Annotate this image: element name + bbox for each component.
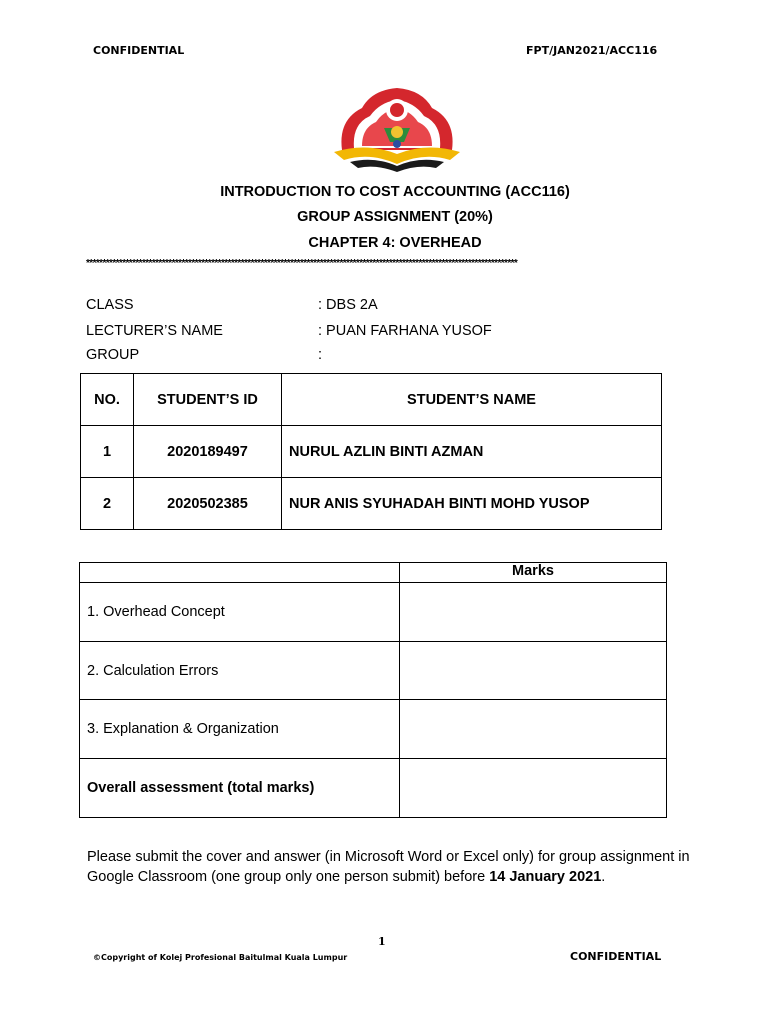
student-id: 2020502385	[134, 478, 282, 530]
asterisk-separator: ***********************************************************************************************************************************	[86, 258, 518, 269]
header-student-name: STUDENT’S NAME	[282, 374, 662, 426]
marks-header-blank	[80, 563, 400, 583]
marks-cell[interactable]	[400, 700, 667, 759]
table-row	[81, 426, 662, 478]
deadline: 14 January 2021	[489, 869, 602, 885]
student-name: NURUL AZLIN BINTI AZMAN	[282, 426, 662, 478]
header-student-id: STUDENT’S ID	[134, 374, 282, 426]
note-text: Please submit the cover and answer (in Microsoft Word or Excel only) for group assignment in Google Classroom (one group only one person submit) before	[87, 849, 690, 885]
criterion-label: 1. Overhead Concept	[80, 583, 400, 642]
marks-table	[79, 562, 667, 818]
footer-confidential: CONFIDENTIAL	[570, 950, 662, 963]
table-row	[80, 642, 667, 700]
lecturer-value: : PUAN FARHANA YUSOF	[318, 323, 492, 339]
college-logo-icon	[332, 80, 462, 172]
criterion-label: 2. Calculation Errors	[80, 642, 400, 700]
student-table	[80, 373, 662, 530]
marks-cell[interactable]	[400, 642, 667, 700]
student-table-header	[81, 374, 662, 426]
doc-title: INTRODUCTION TO COST ACCOUNTING (ACC116)	[220, 184, 570, 200]
criterion-label: 3. Explanation & Organization	[80, 700, 400, 759]
header-confidential: CONFIDENTIAL	[93, 44, 185, 57]
class-label: CLASS	[86, 297, 134, 313]
table-row	[80, 700, 667, 759]
table-row	[80, 583, 667, 642]
submission-note	[87, 847, 707, 887]
header-no: NO.	[81, 374, 134, 426]
student-name: NUR ANIS SYUHADAH BINTI MOHD YUSOP	[282, 478, 662, 530]
student-no: 2	[81, 478, 134, 530]
marks-cell[interactable]	[400, 583, 667, 642]
copyright-notice: ©Copyright of Kolej Profesional Baitulmal Kuala Lumpur	[93, 953, 348, 962]
page-number: 1	[378, 935, 386, 948]
group-value: :	[318, 347, 323, 363]
group-label: GROUP	[86, 347, 140, 363]
marks-table-header	[80, 563, 667, 583]
class-value: : DBS 2A	[318, 297, 378, 313]
student-id: 2020189497	[134, 426, 282, 478]
lecturer-label: LECTURER’S NAME	[86, 323, 223, 339]
total-marks-cell[interactable]	[400, 759, 667, 818]
header-document-code: FPT/JAN2021/ACC116	[526, 44, 658, 57]
marks-header: Marks	[400, 563, 667, 583]
table-row	[80, 759, 667, 818]
student-no: 1	[81, 426, 134, 478]
overall-assessment-label: Overall assessment (total marks)	[80, 759, 400, 818]
assignment-title: GROUP ASSIGNMENT (20%)	[297, 209, 493, 225]
chapter-title: CHAPTER 4: OVERHEAD	[308, 235, 482, 251]
table-row	[81, 478, 662, 530]
note-end: .	[601, 869, 606, 885]
